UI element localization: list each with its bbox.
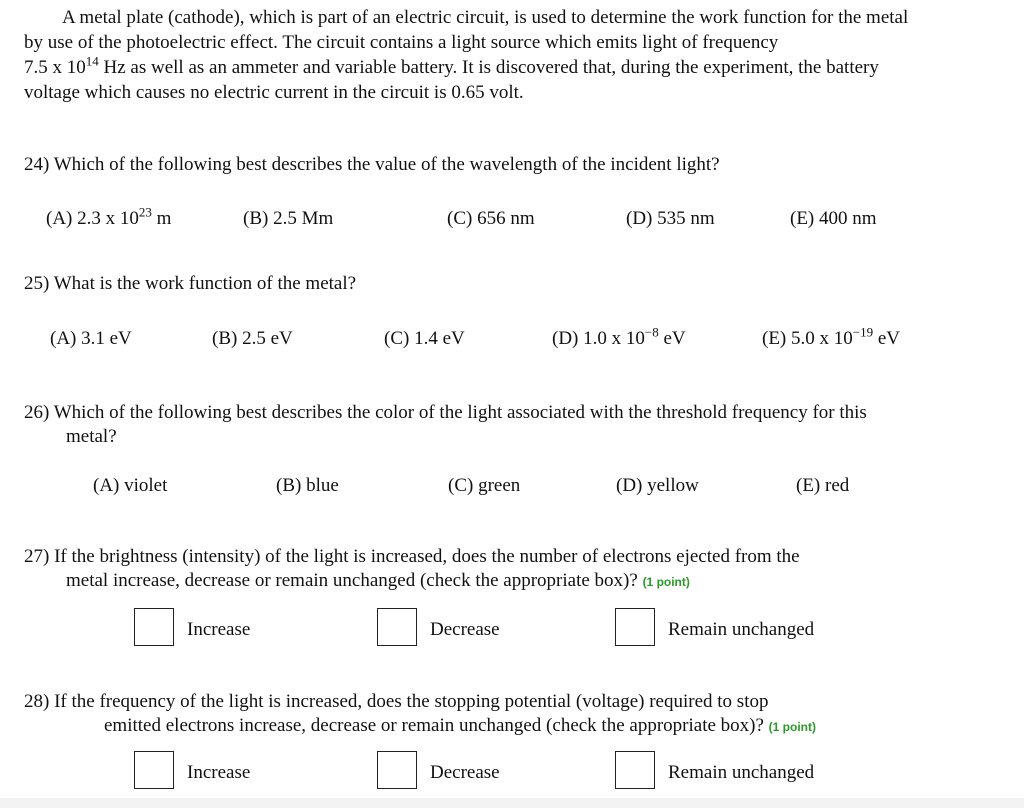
q27-checkbox-remain-unchanged[interactable] — [615, 608, 655, 646]
q28-label-remain-unchanged: Remain unchanged — [668, 762, 815, 783]
intro-line-4: voltage which causes no electric current in the circuit is 0.65 volt. — [24, 82, 524, 103]
intro-frequency-exponent: 14 — [85, 53, 99, 69]
q25-option-e[interactable] — [762, 324, 901, 350]
q25-option-b[interactable]: (B) 2.5 eV — [212, 328, 293, 349]
q25-option-a[interactable]: (A) 3.1 eV — [50, 328, 132, 349]
intro-paragraph — [24, 5, 990, 105]
q26-option-d[interactable]: (D) yellow — [616, 475, 699, 496]
q27-label-remain-unchanged: Remain unchanged — [668, 619, 815, 640]
q24-option-e[interactable]: (E) 400 nm — [790, 208, 877, 229]
intro-frequency-base: 7.5 x 10 — [24, 57, 86, 78]
q24-option-a[interactable] — [46, 204, 172, 230]
q26-option-a[interactable]: (A) violet — [93, 475, 168, 496]
q26-option-c[interactable]: (C) green — [448, 475, 521, 496]
q26-text-line-2: metal? — [66, 426, 117, 447]
q27-label-decrease: Decrease — [430, 619, 500, 640]
q28-label-decrease: Decrease — [430, 762, 500, 783]
q25-option-e-unit: eV — [873, 328, 901, 349]
q28-checkbox-decrease[interactable] — [377, 751, 417, 789]
intro-line-1: A metal plate (cathode), which is part of an electric circuit, is used to determine the work function for the metal — [62, 7, 909, 28]
intro-line-3-rest: Hz as well as an ammeter and variable battery. It is discovered that, during the experiment, the battery — [98, 57, 879, 78]
page-bottom-strip — [0, 798, 1024, 808]
intro-line-3 — [24, 55, 990, 80]
q28-text-line-1: 28) If the frequency of the light is increased, does the stopping potential (voltage) required to stop — [24, 691, 769, 712]
q24-option-a-exponent: 23 — [138, 204, 152, 220]
q28-label-increase: Increase — [187, 762, 251, 783]
q25-option-e-exponent: −19 — [852, 324, 874, 340]
q27-text-line-2-body: metal increase, decrease or remain unchanged (check the appropriate box)? — [66, 570, 638, 591]
q25-option-c[interactable]: (C) 1.4 eV — [384, 328, 465, 349]
q25-option-d[interactable] — [552, 324, 686, 350]
q24-option-a-unit: m — [151, 208, 172, 229]
intro-line-2: by use of the photoelectric effect. The circuit contains a light source which emits light of frequency — [24, 32, 779, 53]
q25-option-e-base: (E) 5.0 x 10 — [762, 328, 853, 349]
q27-label-increase: Increase — [187, 619, 251, 640]
q24-option-d[interactable]: (D) 535 nm — [626, 208, 715, 229]
q28-checkbox-remain-unchanged[interactable] — [615, 751, 655, 789]
q27-checkbox-decrease[interactable] — [377, 608, 417, 646]
q24-text: 24) Which of the following best describes the value of the wavelength of the incident light? — [24, 154, 720, 175]
q27-text-line-1: 27) If the brightness (intensity) of the light is increased, does the number of electrons ejected from the — [24, 546, 800, 567]
q24-option-c[interactable]: (C) 656 nm — [447, 208, 535, 229]
q27-points: (1 point) — [642, 575, 690, 589]
q24-option-b[interactable]: (B) 2.5 Mm — [243, 208, 334, 229]
q25-option-d-base: (D) 1.0 x 10 — [552, 328, 645, 349]
q26-text-line-1: 26) Which of the following best describes the color of the light associated with the threshold frequency for this — [24, 402, 867, 423]
q28-text-line-2-body: emitted electrons increase, decrease or remain unchanged (check the appropriate box)? — [104, 715, 764, 736]
q26-option-e[interactable]: (E) red — [796, 475, 850, 496]
q25-text: 25) What is the work function of the metal? — [24, 273, 357, 294]
q28-text-line-2 — [104, 714, 816, 739]
q24-option-a-base: (A) 2.3 x 10 — [46, 208, 139, 229]
q27-text-line-2 — [66, 569, 690, 594]
q26-option-b[interactable]: (B) blue — [276, 475, 339, 496]
q28-points: (1 point) — [768, 720, 816, 734]
q25-option-d-unit: eV — [658, 328, 686, 349]
q28-checkbox-increase[interactable] — [134, 751, 174, 789]
q27-checkbox-increase[interactable] — [134, 608, 174, 646]
q25-option-d-exponent: −8 — [644, 324, 659, 340]
